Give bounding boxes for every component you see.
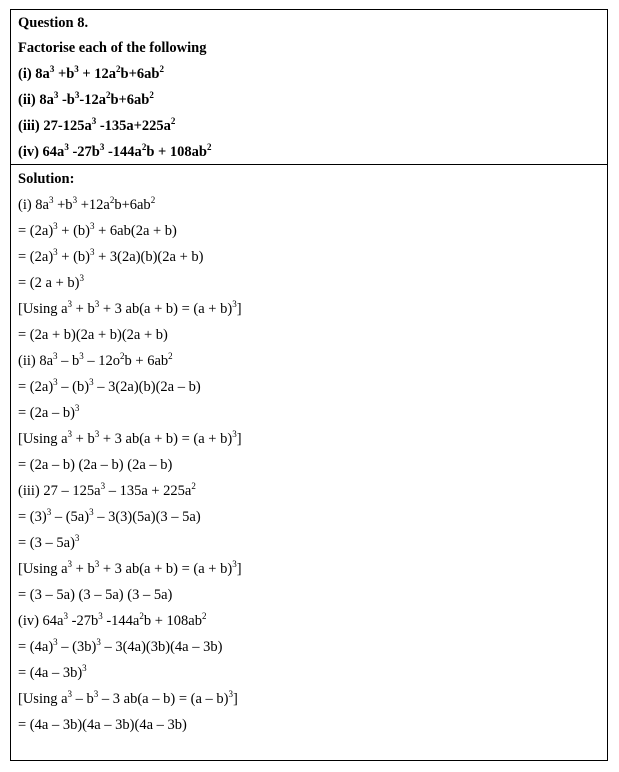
exponent: 3 <box>99 142 105 152</box>
solution-line <box>18 588 172 603</box>
exponent: 3 <box>63 611 68 621</box>
exponent: 3 <box>64 142 69 152</box>
solution-title: Solution: <box>18 171 75 187</box>
solution-line <box>18 195 156 213</box>
math-text: -12a <box>79 92 106 108</box>
math-text: (ii) 8a <box>18 353 54 369</box>
math-text: – 3(4a)(3b)(4a – 3b) <box>100 639 223 655</box>
math-text: b + 108ab <box>146 144 207 160</box>
exponent: 3 <box>74 403 80 413</box>
exponent: 2 <box>116 64 121 74</box>
math-text: ] <box>236 431 242 447</box>
exponent: 3 <box>94 559 100 569</box>
exponent: 3 <box>53 637 58 647</box>
exponent: 3 <box>228 689 233 699</box>
exponent: 3 <box>49 195 54 205</box>
exponent: 2 <box>139 611 144 621</box>
math-text: [Using a <box>18 691 68 707</box>
exponent: 2 <box>141 142 147 152</box>
exponent: 3 <box>53 351 58 361</box>
solution-line <box>18 351 173 369</box>
exponent: 3 <box>49 64 55 74</box>
math-text: ] <box>236 301 242 317</box>
exponent: 3 <box>74 64 79 74</box>
math-text: (i) 8a <box>18 66 50 82</box>
question-part-iv <box>18 142 212 160</box>
math-text: – 3(3)(5a)(3 – 5a) <box>93 509 201 525</box>
math-text: = (4a – 3b)(4a – 3b)(4a – 3b) <box>18 717 187 733</box>
exponent: 3 <box>82 663 87 673</box>
math-text: (iii) 27 – 125a <box>18 483 101 499</box>
math-text: – (5a) <box>51 509 90 525</box>
exponent: 2 <box>149 90 154 100</box>
exponent: 3 <box>94 429 100 439</box>
math-text: – 12o <box>83 353 121 369</box>
math-text: (iv) 64a <box>18 613 64 629</box>
exponent: 3 <box>91 116 97 126</box>
exponent: 3 <box>46 507 52 517</box>
solution-line <box>18 377 201 395</box>
math-text: b + 108ab <box>143 613 202 629</box>
math-text: b+6ab <box>114 197 151 213</box>
exponent: 3 <box>53 221 58 231</box>
math-text: b + 6ab <box>124 353 169 369</box>
exponent: 3 <box>67 689 73 699</box>
exponent: 2 <box>201 611 207 621</box>
math-text: (iv) 64a <box>18 144 65 160</box>
exponent: 3 <box>74 533 80 543</box>
math-text: + b <box>72 561 95 577</box>
exponent: 2 <box>159 64 164 74</box>
exponent: 3 <box>53 247 58 257</box>
math-text: + 3(2a)(b)(2a + b) <box>94 249 204 265</box>
math-text: ] <box>232 691 238 707</box>
math-text: = (4a – 3b) <box>18 665 83 681</box>
solution-line <box>18 637 223 655</box>
question-part-i <box>18 64 164 82</box>
math-text: +b <box>53 197 73 213</box>
math-text: = (2a) <box>18 379 54 395</box>
math-text: + 12a <box>78 66 117 82</box>
question-part-ii <box>18 90 154 108</box>
math-text: (ii) 8a <box>18 92 54 108</box>
solution-line <box>18 533 80 551</box>
solution-line <box>18 247 204 265</box>
math-text: +b <box>54 66 75 82</box>
math-text: – 3 ab(a – b) = (a – b) <box>98 691 229 707</box>
math-text: + 3 ab(a + b) = (a + b) <box>99 561 233 577</box>
math-text: -b <box>58 92 75 108</box>
solution-line <box>18 458 172 473</box>
exponent: 2 <box>105 90 111 100</box>
math-text: = (2a) <box>18 223 54 239</box>
exponent: 3 <box>53 90 59 100</box>
exponent: 2 <box>168 351 173 361</box>
exponent: 3 <box>79 273 84 283</box>
exponent: 3 <box>67 559 73 569</box>
math-text: -27b <box>68 144 100 160</box>
solution-line <box>18 403 80 421</box>
math-text: + 3 ab(a + b) = (a + b) <box>99 431 233 447</box>
exponent: 2 <box>206 142 212 152</box>
solution-line <box>18 299 242 317</box>
solution-line <box>18 481 196 499</box>
exponent: 3 <box>74 90 80 100</box>
math-text: = (2a) <box>18 249 54 265</box>
solution-line <box>18 221 177 239</box>
math-text: +12a <box>77 197 110 213</box>
exponent: 3 <box>232 299 237 309</box>
exponent: 2 <box>191 481 196 491</box>
math-text: = (3) <box>18 509 47 525</box>
question-title: Question 8. <box>18 15 89 31</box>
exponent: 3 <box>79 351 84 361</box>
exponent: 3 <box>232 429 237 439</box>
math-text: – b <box>72 691 94 707</box>
math-text: – b <box>57 353 80 369</box>
solution-line <box>18 689 238 707</box>
exponent: 2 <box>150 195 156 205</box>
math-text: – 135a + 225a <box>105 483 192 499</box>
exponent: 3 <box>67 429 73 439</box>
solution-line <box>18 429 242 447</box>
math-text: b+6ab <box>120 66 160 82</box>
math-text: = (2a – b) <box>18 405 75 421</box>
math-text: b+6ab <box>110 92 150 108</box>
exponent: 3 <box>94 299 100 309</box>
exponent: 3 <box>89 507 94 517</box>
math-text: -27b <box>68 613 99 629</box>
exponent: 3 <box>98 611 103 621</box>
math-text: + (b) <box>57 223 90 239</box>
solution-line <box>18 328 168 343</box>
math-text: (iii) 27-125a <box>18 118 92 134</box>
math-text: + b <box>72 431 95 447</box>
exponent: 3 <box>89 377 94 387</box>
exponent: 3 <box>232 559 237 569</box>
solution-line <box>18 718 187 733</box>
document-frame <box>10 9 608 761</box>
exponent: 3 <box>96 637 101 647</box>
math-text: = (4a) <box>18 639 54 655</box>
math-text: – (b) <box>57 379 90 395</box>
exponent: 2 <box>120 351 125 361</box>
math-text: + 3 ab(a + b) = (a + b) <box>99 301 233 317</box>
math-text: -144a <box>102 613 140 629</box>
math-text: = (3 – 5a) (3 – 5a) (3 – 5a) <box>18 587 173 603</box>
question-box <box>11 10 607 165</box>
exponent: 3 <box>90 247 95 257</box>
math-text: -135a+225a <box>96 118 171 134</box>
exponent: 3 <box>90 221 95 231</box>
math-text: ] <box>236 561 242 577</box>
solution-line <box>18 507 201 525</box>
math-text: = (2a – b) (2a – b) (2a – b) <box>18 457 173 473</box>
solution-line <box>18 273 84 291</box>
question-instruction: Factorise each of the following <box>18 40 207 56</box>
solution-line <box>18 611 207 629</box>
math-text: = (3 – 5a) <box>18 535 75 551</box>
exponent: 3 <box>100 481 106 491</box>
math-text: [Using a <box>18 561 68 577</box>
math-text: -144a <box>104 144 142 160</box>
question-part-iii <box>18 116 176 134</box>
math-text: – 3(2a)(b)(2a – b) <box>93 379 201 395</box>
math-text: [Using a <box>18 301 68 317</box>
exponent: 2 <box>109 195 115 205</box>
exponent: 2 <box>170 116 176 126</box>
math-text: (i) 8a <box>18 197 49 213</box>
solution-line <box>18 559 242 577</box>
math-text: + 6ab(2a + b) <box>94 223 177 239</box>
solution-line <box>18 663 87 681</box>
math-text: + b <box>72 301 95 317</box>
exponent: 3 <box>53 377 58 387</box>
exponent: 3 <box>93 689 99 699</box>
math-text: = (2 a + b) <box>18 275 80 291</box>
exponent: 3 <box>67 299 73 309</box>
math-text: [Using a <box>18 431 68 447</box>
math-text: + (b) <box>57 249 90 265</box>
math-text: – (3b) <box>57 639 97 655</box>
exponent: 3 <box>72 195 78 205</box>
math-text: = (2a + b)(2a + b)(2a + b) <box>18 327 168 343</box>
